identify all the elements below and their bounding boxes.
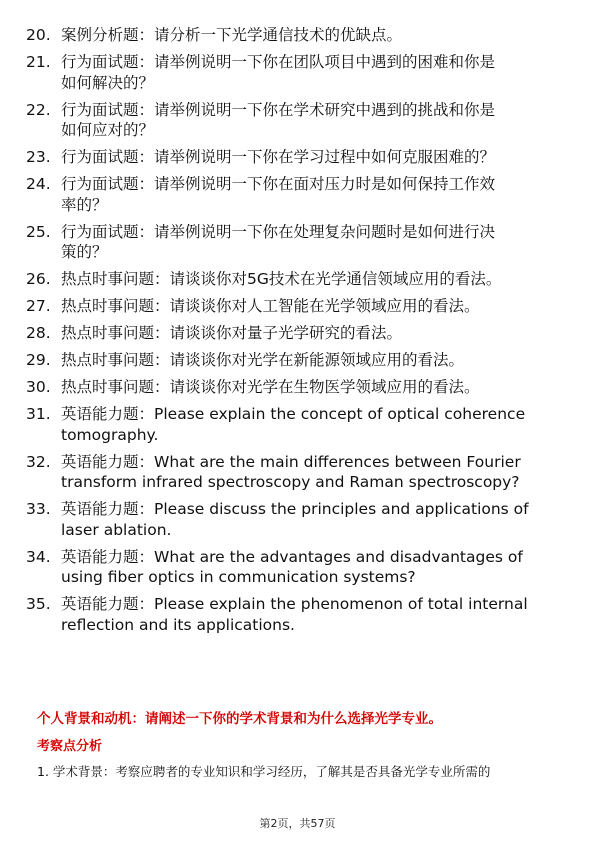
question-item: [26, 100, 571, 141]
question-item: [26, 222, 571, 263]
question-number: 34.: [26, 547, 51, 566]
question-item: [26, 499, 571, 540]
question-number: 22.: [26, 100, 51, 119]
question-number: 20.: [26, 26, 51, 44]
question-text: 案例分析题：请分析一下光学通信技术的优缺点。: [61, 26, 403, 44]
analysis-section: [37, 710, 567, 780]
question-item: [26, 377, 571, 398]
question-item: [26, 547, 571, 588]
question-number: 31.: [26, 405, 51, 423]
question-text: 英语能力题：Please discuss the principles and applications of laser ablation.: [61, 500, 529, 539]
question-text: 热点时事问题：请谈谈你对光学在新能源领域应用的看法。: [61, 351, 465, 369]
question-item: [26, 594, 571, 635]
question-text: 热点时事问题：请谈谈你对人工智能在光学领域应用的看法。: [61, 297, 480, 315]
question-text: 行为面试题：请举例说明一下你在学术研究中遇到的挑战和你是 如何应对的？: [61, 100, 496, 139]
question-text: 行为面试题：请举例说明一下你在面对压力时是如何保持工作效 率的？: [61, 175, 496, 214]
analysis-point: 1. 学术背景：考察应聘者的专业知识和学习经历，了解其是否具备光学专业所需的: [37, 764, 491, 779]
question-number: 21.: [26, 53, 51, 71]
question-text: 英语能力题：Please explain the concept of optical coherence tomography.: [61, 405, 526, 444]
question-item: [26, 350, 571, 371]
question-number: 25.: [26, 222, 51, 241]
question-item: [26, 296, 571, 317]
question-item: [26, 404, 571, 445]
question-text: 热点时事问题：请谈谈你对5G技术在光学通信领域应用的看法。: [61, 270, 502, 288]
question-number: 33.: [26, 500, 51, 518]
question-text: 热点时事问题：请谈谈你对光学在生物医学领域应用的看法。: [61, 378, 480, 396]
question-item: [26, 174, 571, 215]
question-text: 行为面试题：请举例说明一下你在学习过程中如何克服困难的？: [61, 148, 496, 166]
question-text: 行为面试题：请举例说明一下你在处理复杂问题时是如何进行决 策的？: [61, 222, 496, 261]
question-item: [26, 147, 571, 168]
question-number: 29.: [26, 351, 51, 369]
question-number: 30.: [26, 378, 51, 396]
question-item: [26, 323, 571, 344]
question-item: [26, 452, 571, 493]
question-item: [26, 269, 571, 290]
section-heading: 个人背景和动机：请阐述一下你的学术背景和为什么选择光学专业。: [37, 711, 442, 727]
question-text: 英语能力题：Please explain the phenomenon of total internal reflection and its applications.: [61, 595, 528, 634]
question-text: 英语能力题：What are the advantages and disadvantages of using fiber optics in communication systems?: [61, 547, 523, 586]
question-number: 32.: [26, 452, 51, 471]
question-number: 35.: [26, 595, 51, 613]
question-text: 行为面试题：请举例说明一下你在团队项目中遇到的困难和你是 如何解决的？: [61, 53, 496, 92]
question-number: 28.: [26, 324, 51, 342]
question-text: 热点时事问题：请谈谈你对量子光学研究的看法。: [61, 324, 403, 342]
page-number: 第2页，共57页: [259, 817, 336, 830]
question-text: 英语能力题：What are the main differences between Fourier transform infrared spectroscopy and Raman spectroscopy?: [61, 452, 521, 491]
question-number: 26.: [26, 270, 51, 288]
question-item: [26, 25, 571, 46]
question-item: [26, 52, 571, 93]
section-subheading: 考察点分析: [37, 739, 103, 754]
question-number: 23.: [26, 148, 51, 166]
question-number: 24.: [26, 175, 51, 193]
question-list: [26, 25, 571, 642]
question-number: 27.: [26, 297, 51, 315]
